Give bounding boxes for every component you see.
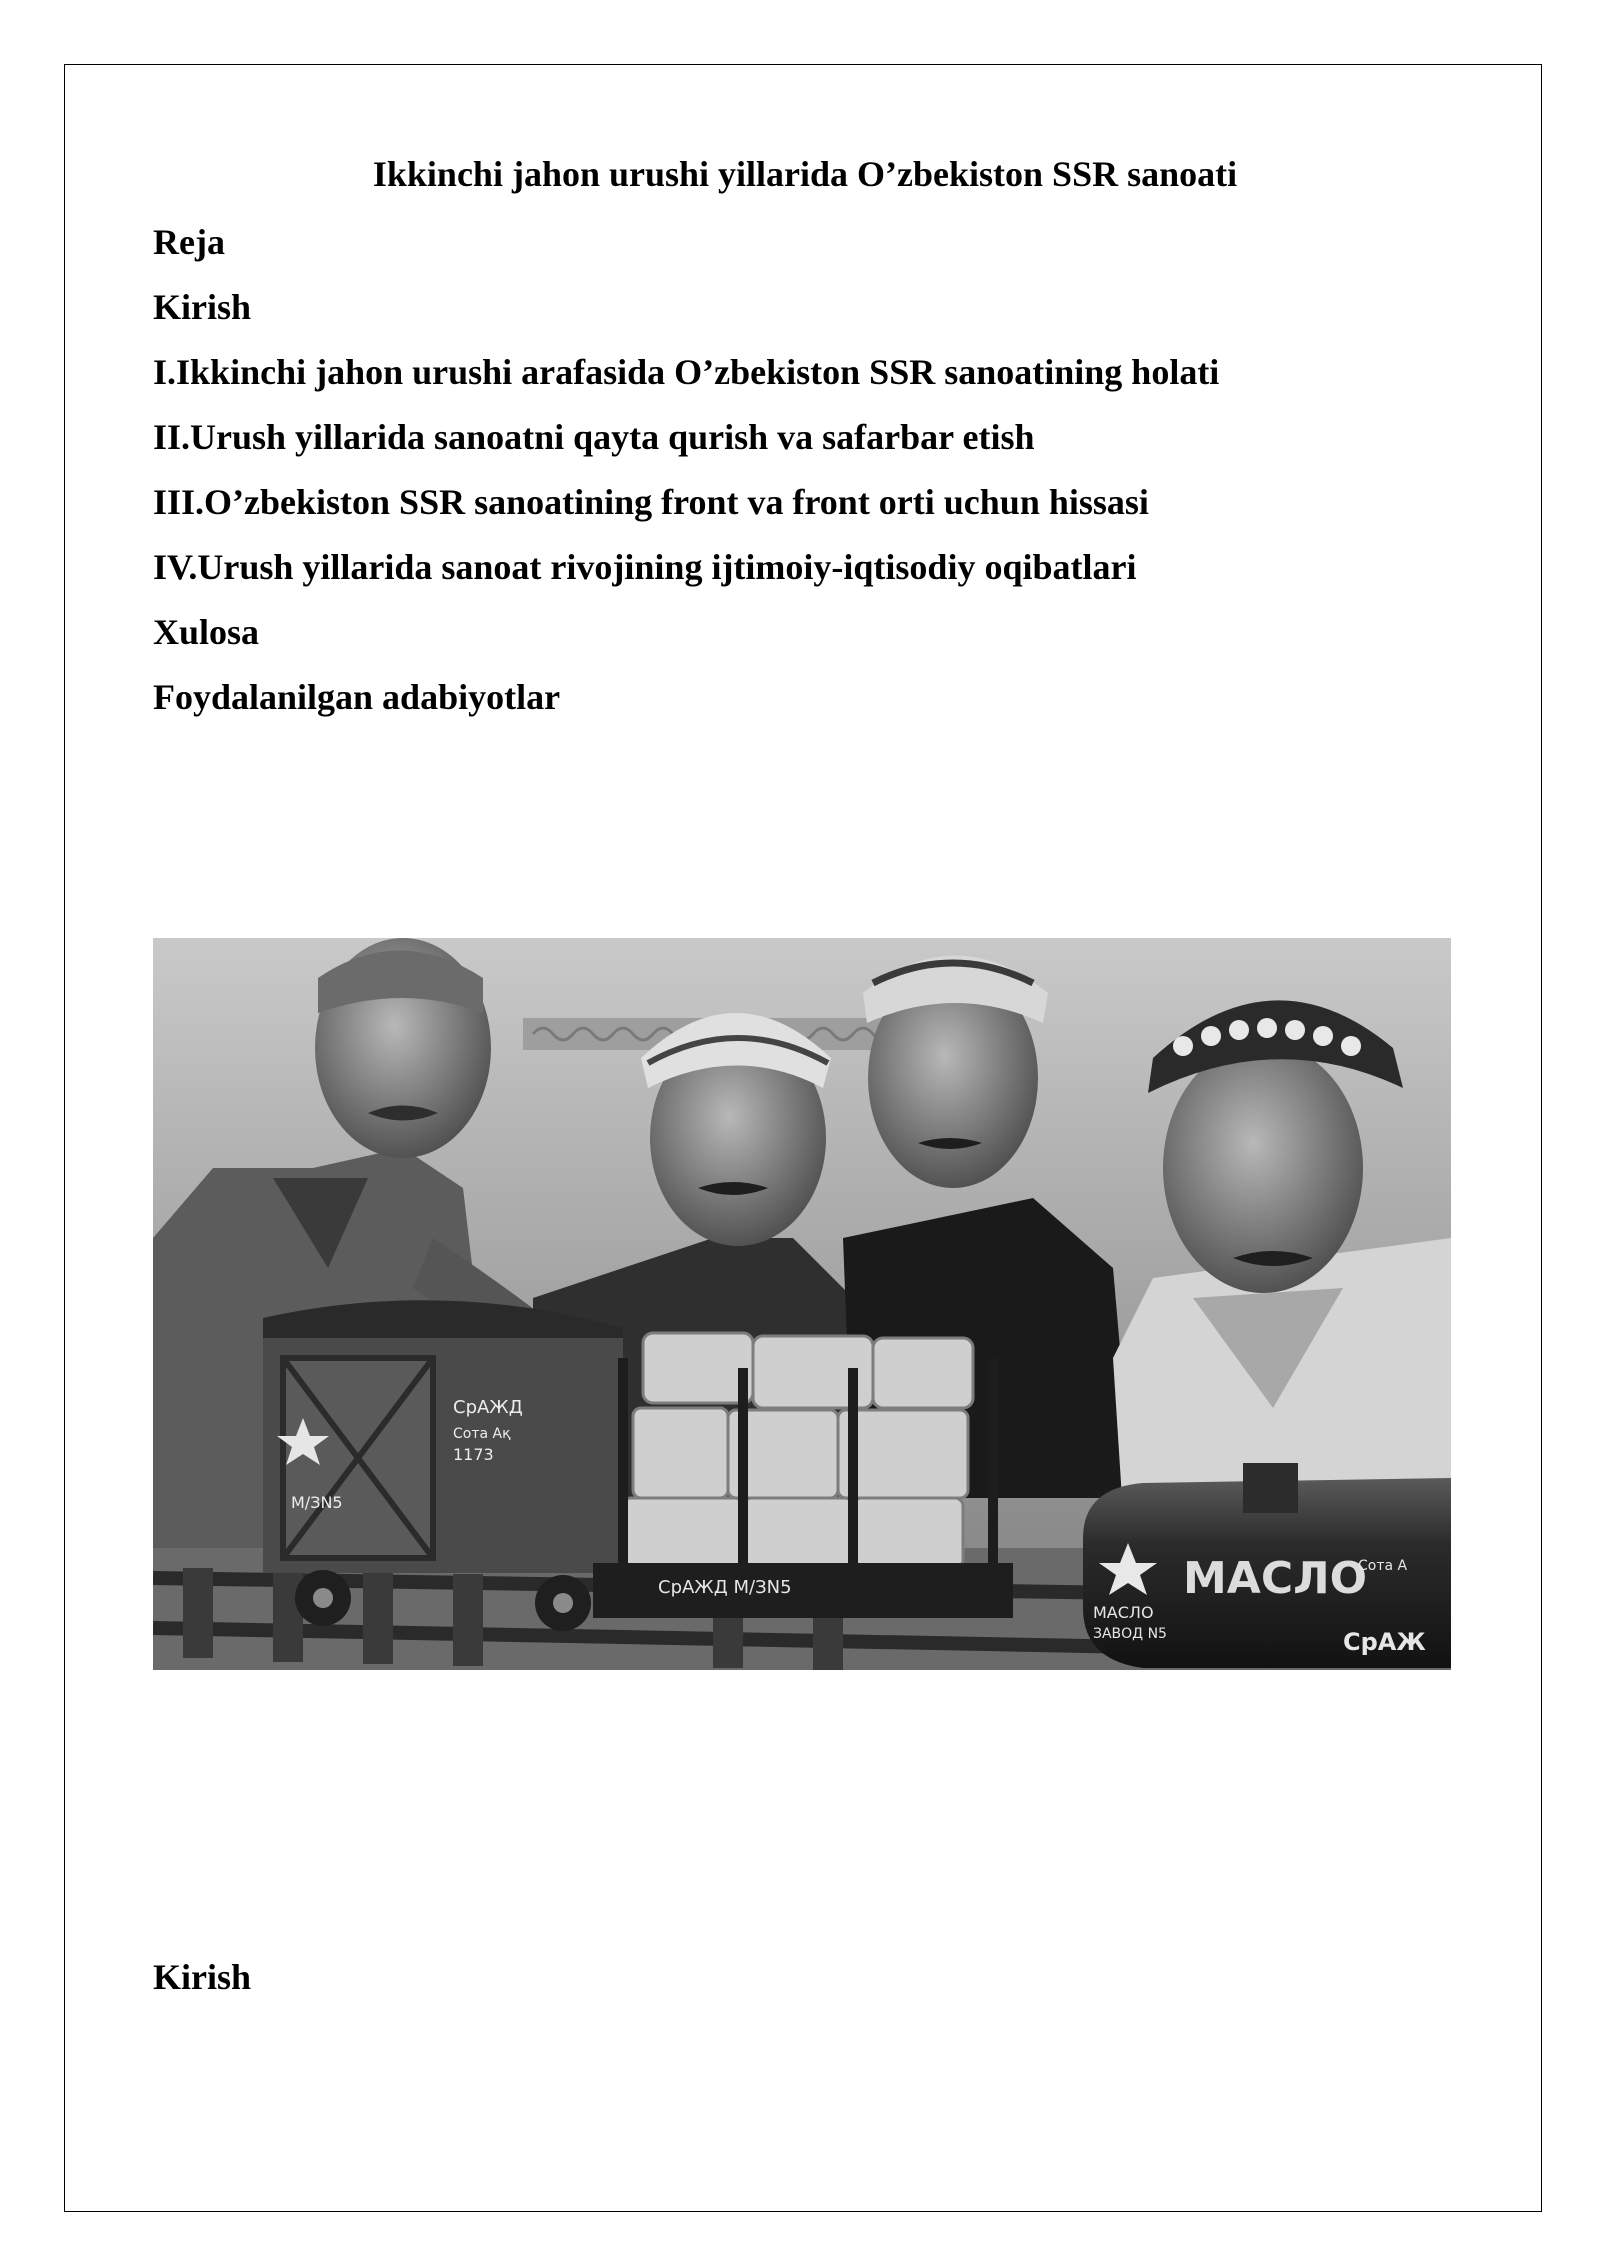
- outline-item-2: II.Urush yillarida sanoatni qayta qurish va safarbar etish: [153, 417, 1035, 457]
- boxcar-marking-2: Сота Ақ: [453, 1426, 511, 1442]
- outline-item-4: IV.Urush yillarida sanoat rivojining ijtimoiy-iqtisodiy oqibatlari: [153, 547, 1137, 587]
- section-heading-intro: Kirish: [153, 1957, 252, 1997]
- tank-marking-small-1: МАСЛО: [1093, 1603, 1154, 1622]
- flatcar-marking: СрАЖД М/ЗN5: [658, 1577, 792, 1598]
- outline-item-intro: Kirish: [153, 287, 252, 327]
- document-title: Ikkinchi jahon urushi yillarida O’zbekiston SSR sanoati: [372, 154, 1238, 194]
- boxcar-marking-4: М/ЗN5: [291, 1493, 343, 1512]
- outline-item-1: I.Ikkinchi jahon urushi arafasida O’zbekiston SSR sanoatining holati: [153, 352, 1220, 392]
- outline-item-references: Foydalanilgan adabiyotlar: [153, 677, 561, 717]
- boxcar-marking-3: 1173: [453, 1445, 494, 1464]
- outline-item-3: III.O’zbekiston SSR sanoatining front va front orti uchun hissasi: [153, 482, 1149, 522]
- tank-marking-small-2: ЗАВОД N5: [1093, 1626, 1167, 1642]
- tank-marking-side: СрАЖ: [1343, 1628, 1426, 1656]
- plan-heading: Reja: [153, 222, 225, 262]
- tank-marking-top: Сота А: [1358, 1558, 1408, 1574]
- historical-photo: [153, 938, 1451, 1670]
- boxcar-marking-1: СрАЖД: [453, 1397, 523, 1418]
- outline-item-conclusion: Xulosa: [153, 612, 260, 652]
- tank-marking-big: МАСЛО: [1183, 1553, 1368, 1604]
- photo-illustration: [153, 938, 1451, 1670]
